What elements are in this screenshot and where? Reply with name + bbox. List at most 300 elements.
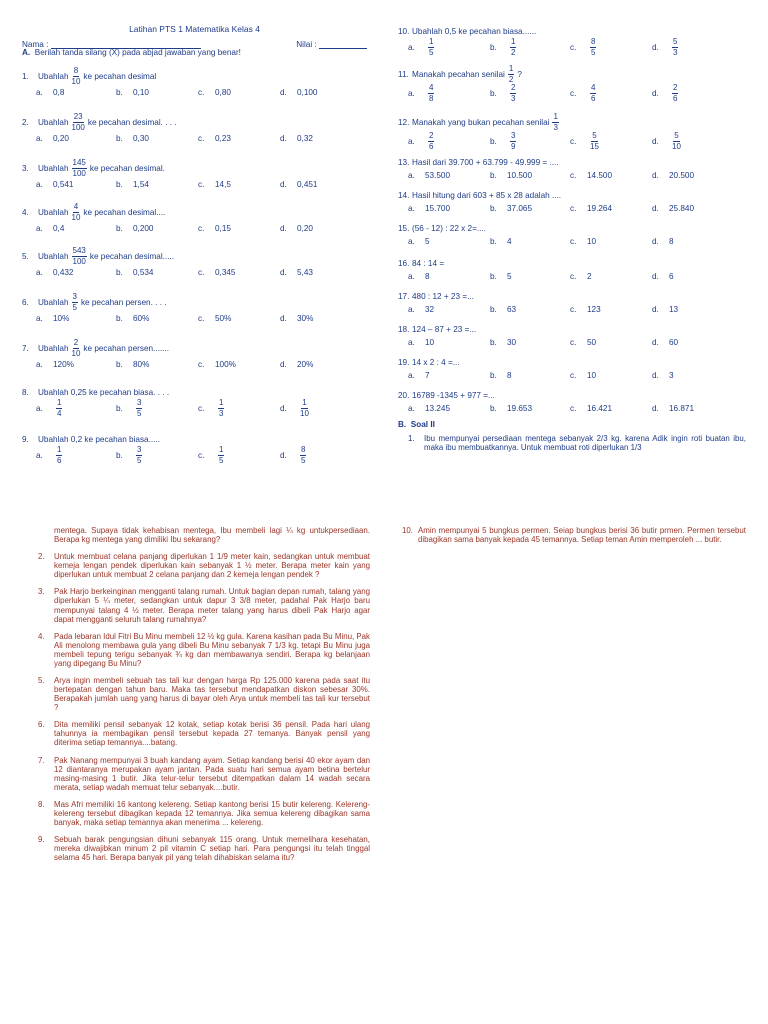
option-letter: a. xyxy=(36,314,43,323)
answer-options xyxy=(398,38,746,57)
answer-options xyxy=(398,336,746,349)
option-letter: c. xyxy=(198,180,205,189)
option-value: 5 xyxy=(507,272,512,281)
fraction-denominator: 100 xyxy=(72,169,86,178)
option-d[interactable] xyxy=(280,314,360,323)
option-letter: d. xyxy=(280,268,287,277)
option-c[interactable] xyxy=(198,180,280,189)
option-d[interactable] xyxy=(280,446,360,465)
fraction-denominator: 100 xyxy=(72,257,86,266)
option-value: 0,32 xyxy=(297,134,313,143)
option-value: 20.500 xyxy=(669,171,695,180)
option-letter: c. xyxy=(198,268,205,277)
fraction-denominator: 15 xyxy=(590,142,599,151)
option-letter: c. xyxy=(570,305,577,314)
option-value: 30 xyxy=(507,338,517,347)
question-number: 16. xyxy=(398,258,410,268)
option-d[interactable] xyxy=(652,84,732,103)
option-a[interactable] xyxy=(36,224,116,233)
fraction-numerator: 4 xyxy=(73,202,79,211)
left-column xyxy=(22,24,367,465)
option-fraction xyxy=(510,84,516,103)
option-letter: b. xyxy=(116,268,123,277)
option-letter: a. xyxy=(408,171,415,180)
fraction-denominator: 6 xyxy=(673,94,678,103)
option-value: 120% xyxy=(53,360,74,369)
question-number: 14. xyxy=(398,190,410,200)
option-d[interactable] xyxy=(652,38,732,57)
option-b[interactable] xyxy=(490,305,570,314)
option-value: 13.245 xyxy=(425,404,451,413)
option-b[interactable] xyxy=(490,338,570,347)
answer-options xyxy=(398,303,746,316)
option-fraction xyxy=(590,132,599,151)
option-a[interactable] xyxy=(36,399,116,418)
fraction-numerator: 1 xyxy=(429,37,434,46)
option-value: 6 xyxy=(669,272,674,281)
option-c[interactable] xyxy=(198,224,280,233)
option-a[interactable] xyxy=(408,171,490,180)
right-question-list xyxy=(398,24,746,415)
option-fraction xyxy=(218,399,224,418)
option-a[interactable] xyxy=(408,204,490,213)
option-c[interactable] xyxy=(570,171,652,180)
essay-text: Dita memiliki pensil sebanyak 12 kotak, setiap kotak berisi 36 pensil. Pada hari ulang tahunnya ia membagikan pensil tersebut kepada 27 temanya. Banyak pensil yang diterima setiap temannya....batang. xyxy=(54,720,370,748)
option-letter: d. xyxy=(652,237,659,246)
answer-options xyxy=(398,132,746,151)
option-b[interactable] xyxy=(490,404,570,413)
option-value: 0,200 xyxy=(133,224,154,233)
fraction-denominator: 10 xyxy=(300,409,309,418)
option-c[interactable] xyxy=(198,134,280,143)
option-b[interactable] xyxy=(116,224,198,233)
option-letter: b. xyxy=(490,305,497,314)
option-a[interactable] xyxy=(408,237,490,246)
option-d[interactable] xyxy=(280,88,360,97)
option-letter: c. xyxy=(570,171,577,180)
section-b-letter: B. xyxy=(398,420,407,429)
option-a[interactable] xyxy=(36,180,116,189)
option-letter: a. xyxy=(408,89,415,98)
option-value: 0,15 xyxy=(215,224,231,233)
option-value: 0,534 xyxy=(133,268,154,277)
option-c[interactable] xyxy=(570,237,652,246)
question-fraction xyxy=(72,159,87,178)
option-letter: b. xyxy=(490,237,497,246)
question-20 xyxy=(398,388,746,402)
option-b[interactable] xyxy=(116,134,198,143)
option-b[interactable] xyxy=(116,314,198,323)
answer-options xyxy=(22,358,367,371)
essay-text: Ibu mempunyai persediaan mentega sebanyak 2/3 kg. karena Adik ingin roti buatan ibu, maka ibu membuatkannya. Untuk membuat roti diperlukan 1/3 xyxy=(424,434,746,453)
option-letter: c. xyxy=(570,237,577,246)
question-19 xyxy=(398,355,746,369)
option-c[interactable] xyxy=(570,305,652,314)
score-field[interactable] xyxy=(296,40,367,49)
fraction-numerator: 2 xyxy=(511,83,516,92)
option-b[interactable] xyxy=(490,171,570,180)
answer-options xyxy=(398,169,746,182)
essay-item-4 xyxy=(38,632,370,668)
option-letter: c. xyxy=(198,134,205,143)
option-letter: a. xyxy=(408,204,415,213)
option-b[interactable] xyxy=(116,268,198,277)
fraction-numerator: 1 xyxy=(219,398,224,407)
option-value: 19.264 xyxy=(587,204,613,213)
question-number: 6. xyxy=(22,298,29,307)
option-value: 60 xyxy=(669,338,679,347)
option-c[interactable] xyxy=(570,404,652,413)
essay-text: Pada lebaran Idul Fitri Bu Minu membeli 12 ½ kg gula. Karena kasihan pada Bu Minu, Pak Ali menolong membawa gula yang dibeli Bu Minu sebanyak 7 1/3 kg. tetapi Bu Minu juga membeli tepung terigu sebanyak ¾ kg dan membawanya sendiri. Berapa kg belanjaan yang dipegang Bu Minu? xyxy=(54,631,370,668)
option-d[interactable] xyxy=(652,204,732,213)
option-value: 0,451 xyxy=(297,180,318,189)
answer-options xyxy=(398,235,746,248)
option-letter: d. xyxy=(280,88,287,97)
option-fraction xyxy=(136,399,142,418)
essay-left-list xyxy=(38,526,370,862)
option-fraction xyxy=(428,84,434,103)
question-number: 17. xyxy=(398,291,410,301)
answer-options xyxy=(398,202,746,215)
fraction-numerator: 1 xyxy=(553,112,558,121)
option-letter: d. xyxy=(652,371,659,380)
option-b[interactable] xyxy=(490,371,570,380)
question-number: 8. xyxy=(22,387,29,397)
question-text: 124 – 87 + 23 =... xyxy=(412,324,477,334)
section-a-heading xyxy=(22,48,367,57)
fraction-denominator: 3 xyxy=(219,409,224,418)
essay-number: 1. xyxy=(408,434,415,443)
option-a[interactable] xyxy=(36,446,116,465)
option-value: 32 xyxy=(425,305,435,314)
section-b-title: Soal II xyxy=(410,420,435,429)
fraction-numerator: 1 xyxy=(511,37,516,46)
question-fraction xyxy=(72,67,81,86)
essay-item-6 xyxy=(38,720,370,747)
name-label: Nama : xyxy=(22,40,49,49)
option-value: 5,43 xyxy=(297,268,313,277)
option-c[interactable] xyxy=(570,204,652,213)
option-value: 0,432 xyxy=(53,268,74,277)
essay-number: 7. xyxy=(38,755,45,765)
option-d[interactable] xyxy=(652,132,732,151)
option-c[interactable] xyxy=(570,132,652,151)
essay-number: 4. xyxy=(38,631,45,641)
option-c[interactable] xyxy=(198,268,280,277)
question-text: Ubahlah xyxy=(38,208,69,217)
answer-options xyxy=(22,312,367,325)
option-fraction xyxy=(428,38,434,57)
fraction-numerator: 145 xyxy=(72,158,86,167)
option-c[interactable] xyxy=(570,272,652,281)
option-value: 63 xyxy=(507,305,517,314)
option-a[interactable] xyxy=(36,134,116,143)
option-letter: b. xyxy=(490,371,497,380)
fraction-denominator: 10 xyxy=(672,142,681,151)
fraction-numerator: 4 xyxy=(591,83,596,92)
option-c[interactable] xyxy=(198,360,280,369)
question-text: Ubahlah 0,2 ke pecahan biasa..... xyxy=(38,434,160,444)
option-b[interactable] xyxy=(116,360,198,369)
essay-item-9 xyxy=(38,835,370,862)
option-letter: a. xyxy=(36,360,43,369)
option-b[interactable] xyxy=(116,88,198,97)
fraction-numerator: 3 xyxy=(137,398,142,407)
option-a[interactable] xyxy=(36,360,116,369)
option-fraction xyxy=(218,446,224,465)
option-a[interactable] xyxy=(408,272,490,281)
option-a[interactable] xyxy=(408,84,490,103)
answer-options xyxy=(22,132,367,145)
question-18 xyxy=(398,322,746,336)
option-b[interactable] xyxy=(116,180,198,189)
option-a[interactable] xyxy=(408,338,490,347)
option-a[interactable] xyxy=(408,132,490,151)
fraction-denominator: 2 xyxy=(511,48,516,57)
score-label: Nilai : xyxy=(296,40,317,49)
option-value: 25.840 xyxy=(669,204,695,213)
option-value: 14,5 xyxy=(215,180,231,189)
section-a-instruction: Berilah tanda silang (X) pada abjad jawaban yang benar! xyxy=(34,48,241,57)
option-letter: d. xyxy=(652,338,659,347)
option-letter: a. xyxy=(36,451,43,460)
option-a[interactable] xyxy=(408,38,490,57)
fraction-denominator: 5 xyxy=(429,48,434,57)
option-a[interactable] xyxy=(36,88,116,97)
option-value: 10 xyxy=(587,237,597,246)
option-letter: a. xyxy=(408,338,415,347)
option-value: 10.500 xyxy=(507,171,533,180)
option-d[interactable] xyxy=(652,305,732,314)
option-d[interactable] xyxy=(280,399,360,418)
question-text: Hasil hitung dari 603 + 85 x 28 adalah .... xyxy=(412,190,562,200)
option-d[interactable] xyxy=(652,272,732,281)
fraction-denominator: 4 xyxy=(57,409,62,418)
option-letter: c. xyxy=(570,137,577,146)
essay-text: Untuk membuat celana panjang diperlukan 1 1/9 meter kain, sedangkan untuk membuat kemeja lengan pendek diperlukan kain sebanyak 1 ½ meter. Berapa meter kain yang diperlukan untuk membuat 2 celana panjang dan 2 kemeja lengan pendek ? xyxy=(54,552,370,580)
option-d[interactable] xyxy=(280,268,360,277)
question-9 xyxy=(22,432,367,446)
fraction-denominator: 10 xyxy=(71,213,81,222)
option-value: 15.700 xyxy=(425,204,451,213)
option-b[interactable] xyxy=(490,132,570,151)
answer-options xyxy=(398,402,746,415)
option-value: 1,54 xyxy=(133,180,149,189)
answer-options xyxy=(22,178,367,191)
option-letter: d. xyxy=(652,272,659,281)
option-value: 0,345 xyxy=(215,268,236,277)
option-d[interactable] xyxy=(652,404,732,413)
option-b[interactable] xyxy=(490,38,570,57)
option-letter: b. xyxy=(490,272,497,281)
fraction-numerator: 2 xyxy=(73,338,79,347)
essay-number: 8. xyxy=(38,799,45,809)
option-letter: a. xyxy=(408,237,415,246)
answer-options xyxy=(22,399,367,418)
question-8 xyxy=(22,385,367,399)
question-text: 16789 -1345 + 977 =... xyxy=(412,390,495,400)
fraction-numerator: 4 xyxy=(429,83,434,92)
option-value: 10 xyxy=(425,338,435,347)
option-letter: d. xyxy=(652,171,659,180)
question-2 xyxy=(22,113,367,132)
fraction-denominator: 5 xyxy=(301,456,306,465)
question-7 xyxy=(22,339,367,358)
option-value: 19.653 xyxy=(507,404,533,413)
option-value: 8 xyxy=(669,237,674,246)
option-c[interactable] xyxy=(198,446,280,465)
option-letter: c. xyxy=(198,224,205,233)
option-fraction xyxy=(300,446,306,465)
option-b[interactable] xyxy=(490,204,570,213)
essay-number: 5. xyxy=(38,676,45,686)
answer-options xyxy=(398,84,746,103)
option-fraction xyxy=(672,38,678,57)
essay-item-8 xyxy=(38,800,370,827)
fraction-denominator: 3 xyxy=(511,94,516,103)
option-a[interactable] xyxy=(408,305,490,314)
fraction-numerator: 23 xyxy=(73,112,83,121)
option-a[interactable] xyxy=(408,371,490,380)
question-text-suffix: ke pecahan desimal xyxy=(83,72,157,81)
option-letter: a. xyxy=(36,180,43,189)
option-letter: b. xyxy=(116,360,123,369)
option-d[interactable] xyxy=(280,360,360,369)
essay-text: Sebuah barak pengungsian dihuni sebanyak 115 orang. Untuk memelihara kesehatan, mereka diwajibkan minum 2 pil vitamin C setiap hari. Para pengungsi itu telah tinggal selama 45 hari. Berapa banyak pil yang telah dihabiskan selama itu? xyxy=(54,835,370,863)
option-letter: d. xyxy=(652,204,659,213)
question-text: Manakah yang bukan pecahan senilai xyxy=(412,118,550,127)
option-value: 50% xyxy=(215,314,232,323)
option-value: 53.500 xyxy=(425,171,451,180)
option-c[interactable] xyxy=(570,84,652,103)
question-4 xyxy=(22,203,367,222)
essay-number: 6. xyxy=(38,720,45,730)
fraction-numerator: 1 xyxy=(57,398,62,407)
option-fraction xyxy=(300,399,309,418)
question-text-suffix: ke pecahan persen. . . . xyxy=(80,298,167,307)
essay-text: Pak Nanang mempunyai 3 buah kandang ayam. Setiap kandang berisi 40 ekor ayam dan 12 diantaranya merupakan ayam jantan. Pada suatu hari semua ayam betina bertelur masing-masing 1 butir. Jika telur-telur tersebut ditempatkan dalam 14 wadah secara merata, setiap wadah memuat telur sebanyak....butir. xyxy=(54,755,370,792)
question-text: Ubahlah xyxy=(38,298,69,307)
option-b[interactable] xyxy=(116,446,198,465)
option-letter: c. xyxy=(570,371,577,380)
option-c[interactable] xyxy=(198,399,280,418)
option-a[interactable] xyxy=(36,314,116,323)
option-value: 20% xyxy=(297,360,314,369)
option-value: 60% xyxy=(133,314,150,323)
question-17 xyxy=(398,289,746,303)
option-letter: a. xyxy=(36,224,43,233)
option-a[interactable] xyxy=(36,268,116,277)
fraction-denominator: 100 xyxy=(71,123,85,132)
option-value: 37.065 xyxy=(507,204,533,213)
option-d[interactable] xyxy=(652,171,732,180)
option-letter: c. xyxy=(198,88,205,97)
fraction-numerator: 3 xyxy=(511,131,516,140)
essay-left-column xyxy=(38,526,370,870)
question-14 xyxy=(398,188,746,202)
section-b-heading xyxy=(398,420,746,429)
option-fraction xyxy=(428,132,434,151)
option-b[interactable] xyxy=(490,84,570,103)
option-letter: a. xyxy=(408,305,415,314)
essay-number: 3. xyxy=(38,587,45,597)
option-d[interactable] xyxy=(280,180,360,189)
fraction-numerator: 2 xyxy=(429,131,434,140)
option-d[interactable] xyxy=(652,371,732,380)
option-c[interactable] xyxy=(570,38,652,57)
question-number: 5. xyxy=(22,252,29,261)
option-b[interactable] xyxy=(490,272,570,281)
option-letter: c. xyxy=(570,338,577,347)
option-letter: a. xyxy=(36,404,43,413)
answer-options xyxy=(398,369,746,382)
option-c[interactable] xyxy=(570,338,652,347)
essay-text: Arya ingin membeli sebuah tas tali kur dengan harga Rp 125.000 karena pada saat itu bertepatan dengan tahun baru. Maka tas tersebut mendapatkan diskon sebesar 30%. Berapakah jumlah uang yang harus di bayar oleh Arya untuk membeli tas tali kur tersebut ? xyxy=(54,676,370,713)
option-letter: b. xyxy=(116,134,123,143)
option-letter: b. xyxy=(116,314,123,323)
option-d[interactable] xyxy=(280,224,360,233)
option-b[interactable] xyxy=(116,399,198,418)
option-letter: b. xyxy=(116,224,123,233)
page-title: Latihan PTS 1 Matematika Kelas 4 xyxy=(129,24,260,34)
essay-item-7 xyxy=(38,756,370,792)
option-letter: c. xyxy=(198,451,205,460)
option-letter: d. xyxy=(652,43,659,52)
option-value: 8 xyxy=(425,272,430,281)
fraction-denominator: 9 xyxy=(511,142,516,151)
question-number: 12. xyxy=(398,118,410,127)
left-question-list xyxy=(22,67,367,465)
option-value: 0,8 xyxy=(53,88,65,97)
option-letter: a. xyxy=(36,88,43,97)
question-fraction xyxy=(508,65,514,84)
essay-item-2 xyxy=(38,552,370,579)
option-value: 10 xyxy=(587,371,597,380)
option-fraction xyxy=(590,38,596,57)
option-letter: c. xyxy=(570,404,577,413)
option-letter: d. xyxy=(280,134,287,143)
fraction-numerator: 1 xyxy=(508,64,514,73)
fraction-denominator: 10 xyxy=(71,349,81,358)
option-a[interactable] xyxy=(408,404,490,413)
option-c[interactable] xyxy=(198,314,280,323)
option-letter: b. xyxy=(490,404,497,413)
option-value: 0,20 xyxy=(53,134,69,143)
option-c[interactable] xyxy=(198,88,280,97)
option-letter: b. xyxy=(116,88,123,97)
option-d[interactable] xyxy=(280,134,360,143)
option-value: 0,30 xyxy=(133,134,149,143)
option-d[interactable] xyxy=(652,237,732,246)
option-fraction xyxy=(672,84,678,103)
option-value: 0,541 xyxy=(53,180,74,189)
question-10 xyxy=(398,24,746,38)
option-value: 0,4 xyxy=(53,224,65,233)
option-d[interactable] xyxy=(652,338,732,347)
option-c[interactable] xyxy=(570,371,652,380)
fraction-numerator: 3 xyxy=(72,292,77,301)
essay-item-1 xyxy=(398,434,746,452)
right-column xyxy=(398,24,746,452)
option-b[interactable] xyxy=(490,237,570,246)
question-text: Ubahlah xyxy=(38,344,69,353)
option-value: 0,23 xyxy=(215,134,231,143)
option-value: 8 xyxy=(507,371,512,380)
option-fraction xyxy=(510,132,516,151)
question-fraction xyxy=(72,113,85,132)
essay-text: Pak Harjo berkeinginan mengganti talang rumah. Untuk bagian depan rumah, talang yang diperlukan 5 ¼ meter, sedangkan untuk dapur 3 3/8 meter, padahal Pak Harjo baru mempunyai talang 4 ½ meter. Berapa meter talang yang harus dibeli Pak Harjo agar dapat mengganti seluruh talang rumahnya? xyxy=(54,587,370,624)
option-value: 16.871 xyxy=(669,404,695,413)
